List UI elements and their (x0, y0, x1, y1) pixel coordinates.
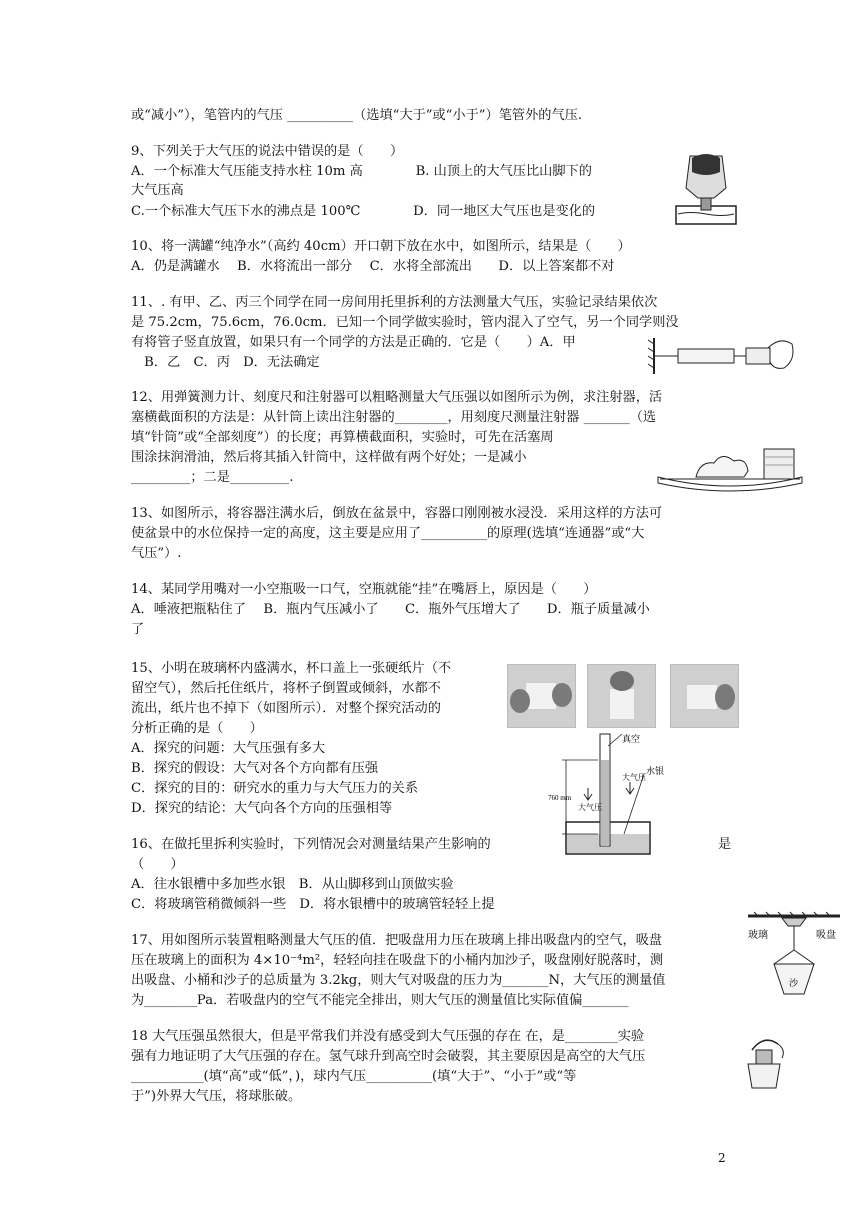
q11-line: 是 75.2cm，75.6cm，76.0cm．已知一个同学做实验时，管内混入了空气，另一个同学则没 (131, 315, 679, 330)
q15-option: D．探究的结论：大气向各个方向的压强相等 (131, 801, 393, 816)
q11-line: 11、. 有甲、乙、丙三个同学在同一房间用托里拆利的方法测量大气压，实验记录结果依次 (131, 295, 658, 310)
q16-stem: （ ） (131, 857, 184, 872)
q9-option-line: 大气压高 (131, 183, 184, 198)
page-number: 2 (718, 1151, 726, 1165)
q16-options: C．将玻璃管稍微倾斜一些 D．将水银槽中的玻璃管轻轻上提 (131, 897, 495, 912)
q15-line: 分析正确的是（ ） (131, 721, 263, 736)
label-mercury: 水银 (646, 766, 665, 776)
q12-line: 填“针筒”或“全部刻度”）的长度；再算横截面积，实验时，可先在活塞周 (131, 430, 554, 445)
q18-line: 强有力地证明了大气压强的存在。氢气球升到高空时会破裂，其主要原因是高空的大气压 (131, 1049, 646, 1064)
q8-tail-line: 或“减小”），笔管内的气压 __________（选填“大于”或“小于”）笔管外的气压. (131, 108, 583, 123)
q13-line: 使盆景中的水位保持一定的高度，这主要是应用了__________的原理(选填“连通器”或“大 (131, 526, 645, 541)
q9-stem: 9、下列关于大气压的说法中错误的是（ ） (131, 144, 404, 159)
q15-line: 15、小明在玻璃杯内盛满水，杯口盖上一张硬纸片（不 (131, 661, 452, 676)
q15-option: C．探究的目的：研究水的重力与大气压力的关系 (131, 781, 419, 796)
torricelli-figure (548, 730, 668, 858)
label-suction-cup: 吸盘 (816, 930, 836, 941)
label-atm-left: 大气压 (578, 803, 602, 812)
q15-option: A．探究的问题：大气压强有多大 (131, 741, 326, 756)
q14-options: 了 (131, 622, 145, 637)
syringe-figure (648, 330, 798, 385)
q17-line: 出吸盘、小桶和沙子的总质量为 3.2kg，则大气对吸盘的压力为_______N，大气压的测量值 (131, 973, 666, 988)
q14-options: A．唾液把瓶粘住了 B．瓶内气压减小了 C．瓶外气压增大了 D．瓶子质量减小 (131, 602, 650, 617)
q12-line: 塞横截面积的方法是：从针筒上读出注射器的________，用刻度尺测量注射器 _______（选 (131, 410, 657, 425)
q15-line: 流出，纸片也不掉下（如图所示）．对整个探究活动的 (131, 701, 441, 716)
cup-photo-3 (670, 664, 739, 728)
q18-line: ___________(填“高”或“低”，)，球内气压__________(填“大于”、“小于”或“等 (131, 1069, 577, 1084)
q11-options: B．乙 C．丙 D．无法确定 (131, 355, 320, 370)
cup-photo-1 (507, 664, 576, 728)
q12-line: _________；二是_________. (131, 470, 294, 485)
label-vacuum: 真空 (622, 734, 641, 744)
q17-line: 17、用如图所示装置粗略测量大气压的值．把吸盘用力压在玻璃上排出吸盘内的空气，吸盘 (131, 933, 663, 948)
inverted-bottle-figure (670, 148, 742, 228)
bottle-on-lip-figure (738, 1030, 790, 1092)
q17-line: 压在玻璃上的面积为 4×10⁻⁴m²，轻轻向挂在吸盘下的小桶内加沙子，吸盘刚好脱落时，测 (131, 953, 664, 968)
q15-line: 留空气），然后托住纸片，将杯子倒置或倾斜，水都不 (131, 681, 441, 696)
suction-cup-figure (744, 910, 844, 1005)
q9-option-line: A．一个标准大气压能支持水柱 10m 高 B. 山顶上的大气压比山脚下的 (131, 164, 592, 179)
q16-stem: 16、在做托里拆利实验时，下列情况会对测量结果产生影响的 (131, 837, 491, 852)
q17-line: 为________Pa．若吸盘内的空气不能完全排出，则大气压的测量值比实际值偏_______ (131, 993, 629, 1008)
q13-line: 13、如图所示，将容器注满水后，倒放在盆景中，容器口刚刚被水浸没．采用这样的方法可 (131, 506, 663, 521)
q10-stem: 10、将一满罐“纯净水”（高约 40cm）开口朝下放在水中，如图所示，结果是（ ） (131, 239, 631, 254)
q10-options: A．仍是满罐水 B．水将流出一部分 C．水将全部流出 D．以上答案都不对 (131, 259, 615, 274)
q18-line: 18 大气压强虽然很大，但是平常我们并没有感受到大气压强的存在 在，是________实验 (131, 1029, 645, 1044)
q12-line: 围涂抹润滑油，然后将其插入针筒中，这样做有两个好处；一是减小 (131, 450, 527, 465)
q12-line: 12、用弹簧测力计、刻度尺和注射器可以粗略测量大气压强以如图所示为例，求注射器，活 (131, 390, 663, 405)
q9-option-line: C.一个标准大气压下水的沸点是 100℃ D．同一地区大气压也是变化的 (131, 204, 596, 219)
q15-option: B．探究的假设：大气对各个方向都有压强 (131, 761, 379, 776)
bonsai-bottle-figure (656, 447, 804, 497)
q16-stem: 是 (718, 837, 732, 852)
label-atm-right: 大气压 (622, 773, 646, 782)
cup-photo-2 (587, 664, 656, 728)
label-glass: 玻璃 (748, 930, 768, 941)
q13-line: 气压”）. (131, 546, 182, 561)
q18-line: 于”)外界大气压，将球胀破。 (131, 1089, 302, 1104)
q16-options: A．往水银槽中多加些水银 B．从山脚移到山顶做实验 (131, 877, 454, 892)
q14-stem: 14、某同学用嘴对一小空瓶吸一口气，空瓶就能“挂”在嘴唇上，原因是（ ） (131, 582, 597, 597)
label-760mm: 760 mm (548, 794, 572, 802)
q11-line: 有将管子竖直放置，如果只有一个同学的方法是正确的．它是（ ）A．甲 (131, 335, 576, 350)
label-sand: 沙 (789, 978, 799, 988)
